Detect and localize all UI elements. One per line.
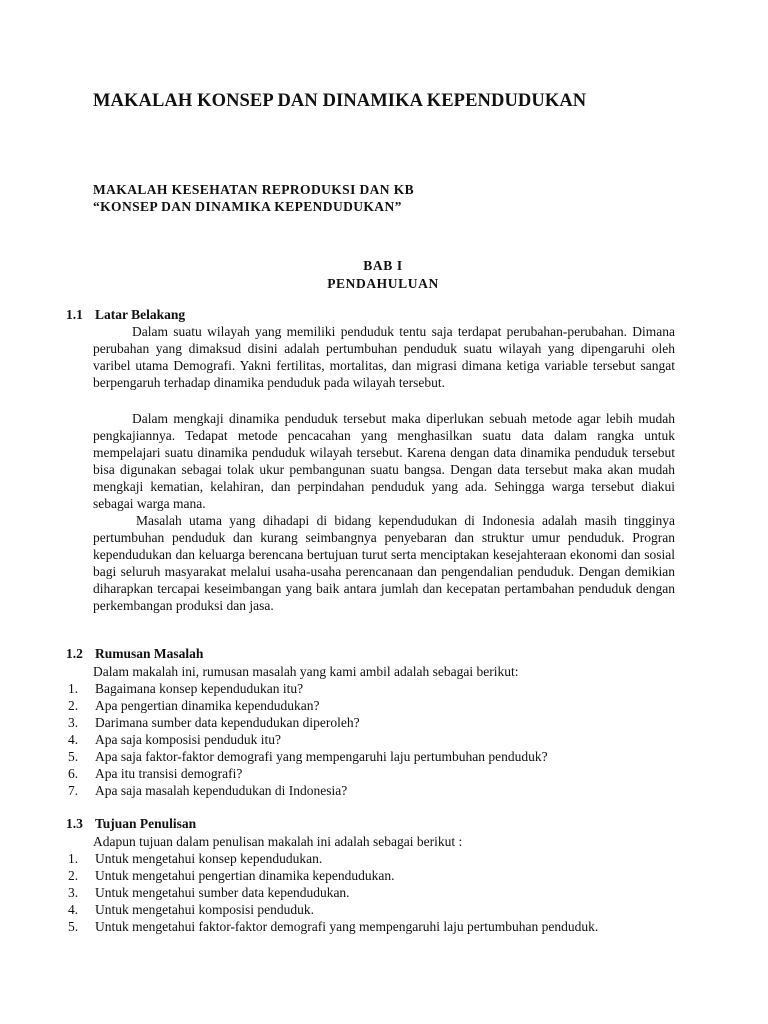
section-number: 1.2: [66, 646, 83, 661]
section-title: Tujuan Penulisan: [95, 816, 197, 831]
section-heading-rumusan-masalah: [66, 646, 203, 662]
list-item: 4. Apa saja komposisi penduduk itu?: [68, 732, 281, 747]
list-item: 1. Untuk mengetahui konsep kependudukan.: [68, 851, 323, 866]
section-number: 1.1: [66, 307, 83, 322]
chapter-number: [0, 257, 768, 275]
rumusan-list: [68, 680, 548, 799]
paragraph-3: Masalah utama yang dihadapi di bidang kependudukan di Indonesia adalah masih tingginya pertumbuhan penduduk dan kurang seimbangnya penyebaran dan struktur umur penduduk. Progran kependudukan dan keluarga berencana bertujuan turut serta menciptakan kesejahteraan ekonomi dan sosial bagi seluruh masyarakat melalui usaha-usaha perencanaan dan pengendalian penduduk. Dengan demikian diharapkan tercapai keseimbangan yang baik antara jumlah dan kecepatan pertambahan penduduk dengan perkembangan produksi dan jasa.: [93, 513, 675, 613]
paragraph-2: Dalam mengkaji dinamika penduduk tersebut maka diperlukan sebuah metode agar lebih mudah pengkajiannya. Tedapat metode pencacahan yang menghasilkan suatu data dalam rangka untuk mempelajari suatu dinamika penduduk wilayah tersebut. Karena dengan data dinamika penduduk tersebut bisa digunakan sebagai tolak ukur pembangunan suatu bangsa. Dengan data tersebut maka akan mudah mengkaji kematian, kelahiran, dan perpindahan penduduk yang ada. Sehingga warga tersebut diakui sebagai warga mana.: [93, 411, 675, 511]
document-title: MAKALAH KONSEP DAN DINAMIKA KEPENDUDUKAN: [93, 91, 587, 111]
rumusan-intro: Dalam makalah ini, rumusan masalah yang kami ambil adalah sebagai berikut:: [93, 664, 519, 679]
tujuan-list: [68, 850, 598, 935]
chapter-title: [0, 275, 768, 293]
paragraph-1: Dalam suatu wilayah yang memiliki penduduk tentu saja terdapat perubahan-perubahan. Dimana perubahan yang dimaksud disini adalah pertumbuhan penduduk suatu wilayah yang dipengaruhi oleh varibel utama Demografi. Yakni fertilitas, mortalitas, dan migrasi dimana ketiga variable tersebut sangat berpengaruh terhadap dinamika penduduk pada wilayah tersebut.: [93, 324, 675, 390]
section-title: Latar Belakang: [95, 307, 186, 322]
section-title: Rumusan Masalah: [95, 646, 204, 661]
list-item: 4. Untuk mengetahui komposisi penduduk.: [68, 902, 314, 917]
chapter-title-text: PENDAHULUAN: [327, 276, 439, 291]
section-heading-tujuan-penulisan: [66, 816, 196, 832]
subtitle-line-1: MAKALAH KESEHATAN REPRODUKSI DAN KB: [93, 182, 415, 197]
subtitle-line-2: “KONSEP DAN DINAMIKA KEPENDUDUKAN”: [93, 199, 402, 214]
list-item: 2. Untuk mengetahui pengertian dinamika kependudukan.: [68, 868, 395, 883]
list-item: 1. Bagaimana konsep kependudukan itu?: [68, 681, 304, 696]
list-item: 6. Apa itu transisi demografi?: [68, 766, 243, 781]
list-item: 2. Apa pengertian dinamika kependudukan?: [68, 698, 320, 713]
section-number: 1.3: [66, 816, 83, 831]
list-item: 5. Untuk mengetahui faktor-faktor demografi yang mempengaruhi laju pertumbuhan penduduk.: [68, 919, 599, 934]
list-item: 3. Untuk mengetahui sumber data kependudukan.: [68, 885, 350, 900]
section-heading-latar-belakang: [66, 307, 185, 323]
list-item: 7. Apa saja masalah kependudukan di Indonesia?: [68, 783, 348, 798]
chapter-number-text: BAB I: [363, 258, 403, 273]
tujuan-intro: Adapun tujuan dalam penulisan makalah ini adalah sebagai berikut :: [93, 834, 463, 849]
list-item: 5. Apa saja faktor-faktor demografi yang mempengaruhi laju pertumbuhan penduduk?: [68, 749, 548, 764]
list-item: 3. Darimana sumber data kependudukan diperoleh?: [68, 715, 360, 730]
